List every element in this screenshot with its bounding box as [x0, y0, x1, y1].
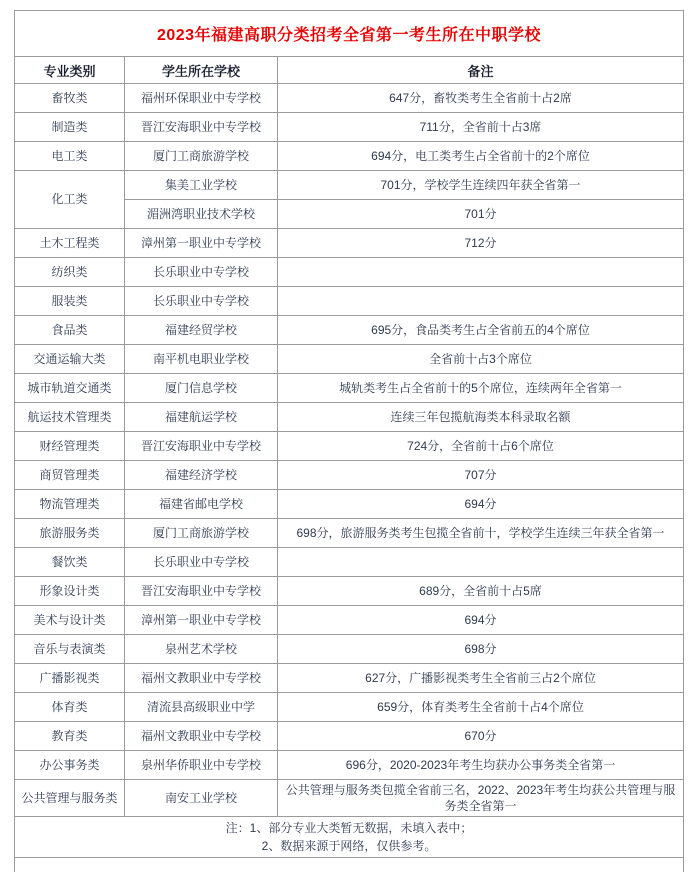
- school-cell: 长乐职业中专学校: [125, 548, 278, 577]
- note-cell: 707分: [278, 461, 684, 490]
- table-row: [15, 258, 684, 287]
- footnote-line-1: 注：1、部分专业大类暂无数据，未填入表中；: [225, 821, 473, 836]
- footnote-row: [15, 817, 684, 858]
- table-row: [15, 84, 684, 113]
- category-cell: 食品类: [15, 316, 125, 345]
- category-cell: 化工类: [15, 171, 125, 229]
- school-cell: 湄洲湾职业技术学校: [125, 200, 278, 229]
- school-cell: 泉州艺术学校: [125, 635, 278, 664]
- category-cell: 餐饮类: [15, 548, 125, 577]
- table-row: [15, 113, 684, 142]
- results-table-container: [14, 10, 684, 872]
- table-row: [15, 403, 684, 432]
- school-cell: 晋江安海职业中专学校: [125, 432, 278, 461]
- page-title: 2023年福建高职分类招考全省第一考生所在中职学校: [15, 11, 684, 57]
- note-cell: 698分，旅游服务类考生包揽全省前十，学校学生连续三年获全省第一: [278, 519, 684, 548]
- column-header-row: [15, 57, 684, 84]
- school-cell: 厦门工商旅游学校: [125, 142, 278, 171]
- table-row: [15, 548, 684, 577]
- note-cell: 694分，电工类考生占全省前十的2个席位: [278, 142, 684, 171]
- school-cell: 漳州第一职业中专学校: [125, 229, 278, 258]
- category-cell: 物流管理类: [15, 490, 125, 519]
- table-row: [15, 490, 684, 519]
- category-cell: 广播影视类: [15, 664, 125, 693]
- school-cell: 福建经济学校: [125, 461, 278, 490]
- table-row: [15, 635, 684, 664]
- note-cell: 694分: [278, 606, 684, 635]
- note-cell: 627分，广播影视类考生全省前三占2个席位: [278, 664, 684, 693]
- school-cell: 厦门信息学校: [125, 374, 278, 403]
- category-cell: 旅游服务类: [15, 519, 125, 548]
- category-cell: 电工类: [15, 142, 125, 171]
- school-cell: 漳州第一职业中专学校: [125, 606, 278, 635]
- table-row: [15, 722, 684, 751]
- school-cell: 泉州华侨职业中专学校: [125, 751, 278, 780]
- footnote-line-2: 2、数据来源于网络，仅供参考。: [261, 839, 437, 854]
- table-body: [15, 84, 684, 817]
- col-header-category: 专业类别: [15, 57, 125, 84]
- note-cell: 711分，全省前十占3席: [278, 113, 684, 142]
- school-cell: 晋江安海职业中专学校: [125, 577, 278, 606]
- filler-cell: [15, 858, 684, 872]
- note-cell: 689分，全省前十占5席: [278, 577, 684, 606]
- title-row: [15, 11, 684, 57]
- note-cell: 694分: [278, 490, 684, 519]
- school-cell: 晋江安海职业中专学校: [125, 113, 278, 142]
- table-row: [15, 316, 684, 345]
- note-cell: 701分，学校学生连续四年获全省第一: [278, 171, 684, 200]
- note-cell: 连续三年包揽航海类本科录取名额: [278, 403, 684, 432]
- note-cell: 670分: [278, 722, 684, 751]
- note-cell: 696分，2020-2023年考生均获办公事务类全省第一: [278, 751, 684, 780]
- category-cell: 美术与设计类: [15, 606, 125, 635]
- school-cell: 厦门工商旅游学校: [125, 519, 278, 548]
- school-cell: 福建经贸学校: [125, 316, 278, 345]
- school-cell: 福州文教职业中专学校: [125, 664, 278, 693]
- note-cell: 659分，体育类考生全省前十占4个席位: [278, 693, 684, 722]
- category-cell: 纺织类: [15, 258, 125, 287]
- school-cell: 福州环保职业中专学校: [125, 84, 278, 113]
- school-cell: 南安工业学校: [125, 780, 278, 817]
- table-foot-section: [15, 817, 684, 872]
- table-row: [15, 693, 684, 722]
- note-cell: 城轨类考生占全省前十的5个席位，连续两年全省第一: [278, 374, 684, 403]
- table-row: [15, 345, 684, 374]
- table-row: [15, 142, 684, 171]
- school-cell: 长乐职业中专学校: [125, 287, 278, 316]
- category-cell: 城市轨道交通类: [15, 374, 125, 403]
- category-cell: 体育类: [15, 693, 125, 722]
- category-cell: 音乐与表演类: [15, 635, 125, 664]
- category-cell: 办公事务类: [15, 751, 125, 780]
- note-cell: [278, 548, 684, 577]
- note-cell: 全省前十占3个席位: [278, 345, 684, 374]
- note-cell: 695分，食品类考生占全省前五的4个席位: [278, 316, 684, 345]
- table-head-section: [15, 11, 684, 84]
- note-cell: 647分，畜牧类考生全省前十占2席: [278, 84, 684, 113]
- note-cell: 712分: [278, 229, 684, 258]
- category-cell: 土木工程类: [15, 229, 125, 258]
- category-cell: 教育类: [15, 722, 125, 751]
- school-cell: 长乐职业中专学校: [125, 258, 278, 287]
- category-cell: 公共管理与服务类: [15, 780, 125, 817]
- table-row: [15, 519, 684, 548]
- table-row: [15, 751, 684, 780]
- results-table: [14, 10, 684, 872]
- table-row: [15, 461, 684, 490]
- category-cell: 财经管理类: [15, 432, 125, 461]
- category-cell: 服装类: [15, 287, 125, 316]
- school-cell: 福建省邮电学校: [125, 490, 278, 519]
- col-header-note: 备注: [278, 57, 684, 84]
- note-cell: 公共管理与服务类包揽全省前三名，2022、2023年考生均获公共管理与服务类全省第一: [278, 780, 684, 817]
- category-cell: 畜牧类: [15, 84, 125, 113]
- category-cell: 交通运输大类: [15, 345, 125, 374]
- school-cell: 南平机电职业学校: [125, 345, 278, 374]
- note-cell: 701分: [278, 200, 684, 229]
- table-row: [15, 606, 684, 635]
- footnote-cell: [15, 817, 684, 858]
- table-row: [15, 229, 684, 258]
- category-cell: 制造类: [15, 113, 125, 142]
- school-cell: 福建航运学校: [125, 403, 278, 432]
- school-cell: 清流县高级职业中学: [125, 693, 278, 722]
- table-row: [15, 432, 684, 461]
- school-cell: 福州文教职业中专学校: [125, 722, 278, 751]
- school-cell: 集美工业学校: [125, 171, 278, 200]
- category-cell: 航运技术管理类: [15, 403, 125, 432]
- table-row: [15, 374, 684, 403]
- category-cell: 商贸管理类: [15, 461, 125, 490]
- table-row: [15, 577, 684, 606]
- note-cell: 724分，全省前十占6个席位: [278, 432, 684, 461]
- filler-row: [15, 858, 684, 872]
- note-cell: 698分: [278, 635, 684, 664]
- note-cell: [278, 287, 684, 316]
- note-cell: [278, 258, 684, 287]
- table-row: [15, 780, 684, 817]
- table-row: [15, 171, 684, 200]
- col-header-school: 学生所在学校: [125, 57, 278, 84]
- table-row: [15, 287, 684, 316]
- table-row: [15, 664, 684, 693]
- category-cell: 形象设计类: [15, 577, 125, 606]
